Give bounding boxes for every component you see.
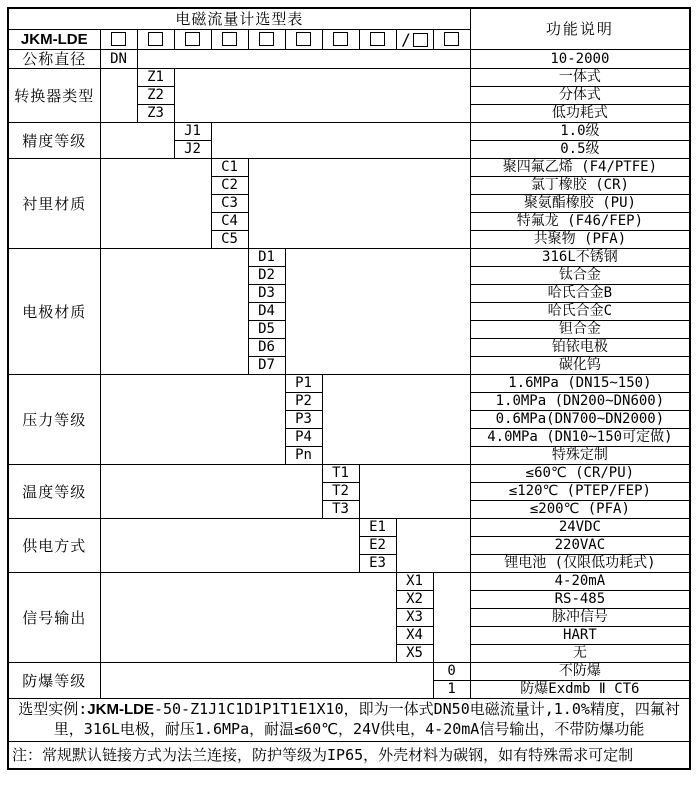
checkbox-icon[interactable] (370, 32, 385, 46)
checkbox-icon[interactable] (296, 32, 311, 46)
empty-span (248, 159, 470, 249)
category-label: 压力等级 (8, 375, 100, 465)
option-description: 不防爆 (470, 663, 690, 681)
page-title: 电磁流量计选型表 (8, 8, 470, 30)
empty-span (174, 69, 470, 123)
option-row (8, 69, 690, 87)
empty-span (396, 519, 470, 573)
category-label: 防爆等级 (8, 663, 100, 699)
option-code: P4 (285, 429, 322, 447)
option-code: D6 (248, 339, 285, 357)
option-description: 脉冲信号 (470, 609, 690, 627)
model-digit-cell (248, 30, 285, 50)
example-description: -50-Z1J1C1D1P1T1E1X10，即为一体式DN50电磁流量计,1.0%精度，四氟衬里，316L电极，耐压1.6MPa，耐温≤60℃，24V供电，4-20mA信号输出，不带防爆功能 (53, 700, 680, 738)
empty-span (433, 573, 470, 663)
option-code: Z2 (137, 87, 174, 105)
option-code: Z3 (137, 105, 174, 123)
checkbox-icon[interactable] (444, 32, 459, 46)
checkbox-icon[interactable] (413, 33, 428, 47)
selection-table (7, 7, 691, 770)
empty-span (100, 159, 211, 249)
checkbox-icon[interactable] (185, 32, 200, 46)
empty-span (211, 123, 470, 159)
option-description: 0.5级 (470, 141, 690, 159)
category-label: 供电方式 (8, 519, 100, 573)
selection-example (8, 699, 690, 742)
option-row (8, 573, 690, 591)
option-code: C3 (211, 195, 248, 213)
category-label: 衬里材质 (8, 159, 100, 249)
category-label: 转换器类型 (8, 69, 100, 123)
option-description: ≤120℃ (PTEP/FEP) (470, 483, 690, 501)
option-row (8, 465, 690, 483)
option-description: 碳化钨 (470, 357, 690, 375)
option-description: 哈氏合金C (470, 303, 690, 321)
option-row (8, 663, 690, 681)
option-description: 316L不锈钢 (470, 249, 690, 267)
option-code: J1 (174, 123, 211, 141)
slash-separator: / (401, 30, 411, 49)
option-code: C1 (211, 159, 248, 177)
note-row (8, 741, 690, 769)
checkbox-icon[interactable] (333, 32, 348, 46)
option-code: C5 (211, 231, 248, 249)
option-code: C4 (211, 213, 248, 231)
model-digit-cell (174, 30, 211, 50)
option-code: X2 (396, 591, 433, 609)
model-digit-cell (322, 30, 359, 50)
option-code: X5 (396, 645, 433, 663)
empty-span (322, 375, 470, 465)
option-row (8, 50, 690, 69)
option-code: D3 (248, 285, 285, 303)
option-description: 无 (470, 645, 690, 663)
empty-span (359, 465, 470, 519)
empty-span (100, 663, 433, 699)
model-digit-cell (396, 30, 433, 50)
option-code: T2 (322, 483, 359, 501)
option-code: P1 (285, 375, 322, 393)
model-digit-cell (285, 30, 322, 50)
option-description: 一体式 (470, 69, 690, 87)
option-code: E1 (359, 519, 396, 537)
category-label: 温度等级 (8, 465, 100, 519)
option-description: HART (470, 627, 690, 645)
option-row (8, 519, 690, 537)
example-model-code: JKM-LDE (87, 701, 154, 719)
option-description: 聚氨酯橡胶 (PU) (470, 195, 690, 213)
model-digit-cell (211, 30, 248, 50)
option-description: 0.6MPa(DN700~DN2000) (470, 411, 690, 429)
checkbox-icon[interactable] (222, 32, 237, 46)
category-label: 信号输出 (8, 573, 100, 663)
option-code: D1 (248, 249, 285, 267)
options-body (8, 50, 690, 699)
option-row (8, 249, 690, 267)
option-description: 钽合金 (470, 321, 690, 339)
option-description: 220VAC (470, 537, 690, 555)
table-footer-rows (8, 699, 690, 769)
option-code: 1 (433, 681, 470, 699)
model-digit-cell (359, 30, 396, 50)
table-header-rows (8, 8, 690, 50)
option-description: 特氟龙 (F46/FEP) (470, 213, 690, 231)
option-code: Pn (285, 447, 322, 465)
option-code: P3 (285, 411, 322, 429)
empty-span (100, 375, 285, 465)
option-code: J2 (174, 141, 211, 159)
checkbox-icon[interactable] (111, 32, 126, 46)
option-code: P2 (285, 393, 322, 411)
model-digit-cell (433, 30, 470, 50)
option-description: 低功耗式 (470, 105, 690, 123)
option-description: 4-20mA (470, 573, 690, 591)
example-row (8, 699, 690, 742)
checkbox-icon[interactable] (259, 32, 274, 46)
empty-span (100, 573, 396, 663)
option-code: 0 (433, 663, 470, 681)
option-code: D4 (248, 303, 285, 321)
option-description: 1.0级 (470, 123, 690, 141)
option-description: 1.6MPa (DN15~150) (470, 375, 690, 393)
option-description: 1.0MPa (DN200~DN600) (470, 393, 690, 411)
option-row (8, 123, 690, 141)
option-description: 哈氏合金B (470, 285, 690, 303)
option-description: 24VDC (470, 519, 690, 537)
option-description: 特殊定制 (470, 447, 690, 465)
empty-span (100, 69, 137, 123)
option-description: 氯丁橡胶 (CR) (470, 177, 690, 195)
empty-span (100, 519, 359, 573)
category-label: 公称直径 (8, 50, 100, 69)
model-digit-cell (137, 30, 174, 50)
option-description: 防爆Exdmb Ⅱ CT6 (470, 681, 690, 699)
option-code: T1 (322, 465, 359, 483)
option-row (8, 159, 690, 177)
option-code: DN (100, 50, 137, 69)
option-code: X1 (396, 573, 433, 591)
option-code: D7 (248, 357, 285, 375)
empty-span (137, 50, 470, 69)
option-code: D5 (248, 321, 285, 339)
option-code: E2 (359, 537, 396, 555)
option-code: X3 (396, 609, 433, 627)
option-description: 锂电池 (仅限低功耗式) (470, 555, 690, 573)
option-code: Z1 (137, 69, 174, 87)
title-row (8, 8, 690, 30)
option-description: RS-485 (470, 591, 690, 609)
option-code: D2 (248, 267, 285, 285)
note-text: 注：常规默认链接方式为法兰连接，防护等级为IP65，外壳材料为碳钢，如有特殊需求可定制 (8, 741, 690, 769)
example-prefix: 选型实例: (18, 700, 88, 719)
option-row (8, 375, 690, 393)
empty-span (100, 249, 248, 375)
option-description: ≤60℃ (CR/PU) (470, 465, 690, 483)
empty-span (285, 249, 470, 375)
option-code: E3 (359, 555, 396, 573)
category-label: 电极材质 (8, 249, 100, 375)
option-description: 4.0MPa (DN10~150可定做) (470, 429, 690, 447)
option-description: ≤200℃ (PFA) (470, 501, 690, 519)
model-prefix: JKM-LDE (8, 30, 100, 50)
option-description: 铂铱电极 (470, 339, 690, 357)
checkbox-icon[interactable] (148, 32, 163, 46)
empty-span (100, 465, 322, 519)
option-description: 聚四氟乙烯 (F4/PTFE) (470, 159, 690, 177)
option-code: X4 (396, 627, 433, 645)
function-description-header: 功能说明 (470, 8, 690, 50)
category-label: 精度等级 (8, 123, 100, 159)
option-description: 钛合金 (470, 267, 690, 285)
option-description: 分体式 (470, 87, 690, 105)
empty-span (100, 123, 174, 159)
option-description: 共聚物 (PFA) (470, 231, 690, 249)
model-digit-cell (100, 30, 137, 50)
option-description: 10-2000 (470, 50, 690, 69)
option-code: C2 (211, 177, 248, 195)
option-code: T3 (322, 501, 359, 519)
